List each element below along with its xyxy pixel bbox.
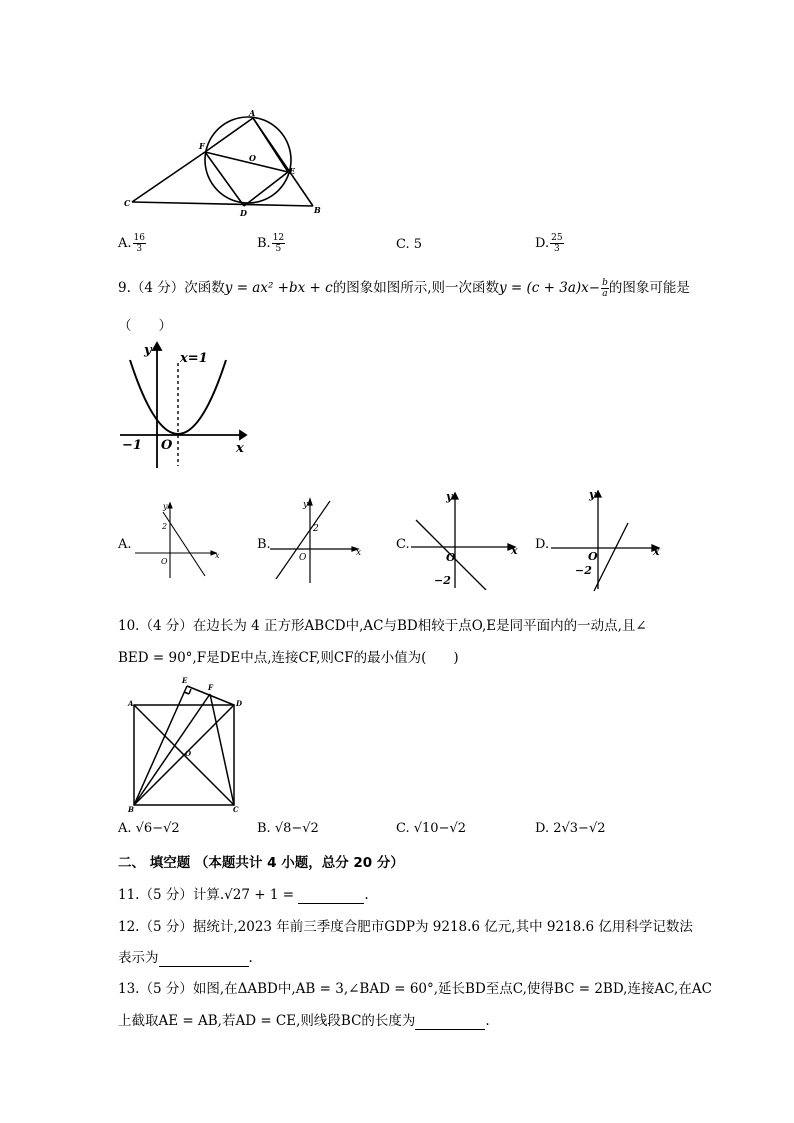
q10-option-a[interactable]: A. √6−√2 (118, 821, 180, 836)
svg-text:x: x (215, 551, 220, 560)
q8-option-c[interactable]: C. 5 (396, 237, 423, 252)
svg-text:x: x (511, 544, 518, 557)
q10-option-d[interactable]: D. 2√3−√2 (535, 821, 606, 836)
svg-text:y: y (589, 488, 596, 501)
q9-graph-x-label: x (236, 441, 244, 456)
q9-option-d-graph[interactable] (548, 487, 663, 592)
q8-option-b[interactable]: B. $\frac{12}{5}$ (257, 233, 285, 254)
q11-answer-blank[interactable] (298, 887, 364, 904)
q10-option-c[interactable]: C. √10−√2 (396, 821, 467, 836)
svg-text:x: x (653, 545, 660, 558)
q13-stem-line2: 上截取AE = AB,若AD = CE,则线段BC的长度为 . (118, 1013, 490, 1029)
svg-text:O: O (185, 749, 192, 758)
svg-text:A: A (128, 699, 134, 708)
q10-stem-line2: BED = 90°,F是DE中点,连接CF,则CF的最小值为( ) (118, 650, 459, 666)
q9-parabola-graph (118, 338, 253, 470)
q13-stem-line1: 13.（5 分）如图,在ΔABD中,AB = 3,∠BAD = 60°,延长BD至点C,使得BC = 2BD,连接AC,在AC (118, 981, 712, 997)
svg-text:O: O (588, 550, 598, 563)
q8-label-e: E (289, 166, 296, 176)
q12-answer-blank[interactable] (159, 950, 249, 967)
q9-graph-origin-label: O (161, 438, 173, 453)
svg-text:y: y (303, 500, 309, 510)
q8-option-d[interactable]: D. $\frac{25}{3}$ (535, 233, 563, 254)
svg-text:F: F (208, 683, 213, 692)
q8-label-a: A (249, 108, 256, 118)
q9-graph-neg1-label: −1 (122, 438, 142, 453)
q9-option-d-label[interactable]: D. (535, 537, 550, 552)
svg-text:O: O (299, 553, 307, 563)
q8-label-b: B (314, 205, 321, 215)
svg-text:D: D (236, 699, 243, 708)
svg-text:E: E (182, 676, 188, 685)
q9-graph-y-label: y (144, 343, 152, 358)
svg-text:−2: −2 (434, 574, 451, 587)
svg-text:x: x (356, 548, 362, 558)
q9-graph-x-eq-label: x=1 (180, 351, 208, 366)
q8-label-o: O (249, 153, 256, 163)
q12-stem-line1: 12.（5 分）据统计,2023 年前三季度合肥市GDP为 9218.6 亿元,其中 9218.6 亿用科学记数法 (118, 919, 693, 935)
svg-text:B: B (128, 805, 134, 812)
svg-text:O: O (161, 557, 168, 566)
q9-option-b-graph[interactable] (268, 497, 363, 587)
svg-text:y: y (446, 490, 453, 503)
q10-option-b[interactable]: B. √8−√2 (257, 821, 319, 836)
q9-option-c-label[interactable]: C. (396, 537, 410, 552)
q9-option-a-graph[interactable] (133, 500, 223, 580)
q12-stem-line2: 表示为 . (118, 950, 253, 966)
svg-text:C: C (233, 805, 239, 812)
q10-stem-line1: 10.（4 分）在边长为 4 正方形ABCD中,AC与BD相较于点O,E是同平面内的一动点,且∠ (118, 618, 647, 634)
q9-option-a-label[interactable]: A. (118, 537, 132, 552)
q9-option-b-label[interactable]: B. (257, 537, 271, 552)
q8-label-f: F (199, 141, 205, 151)
svg-text:2: 2 (162, 522, 168, 531)
q11-stem: 11.（5 分）计算.√27 + 1 = . (118, 887, 369, 903)
q9-stem: 9.（4 分）次函数y = ax² +bx + c的图象如图所示,则一次函数y = (c + 3a)x− $\frac{b}{a}$ 的图象可能是 (118, 278, 690, 299)
q13-answer-blank[interactable] (415, 1013, 485, 1030)
q9-answer-paren: （ ） (118, 318, 172, 334)
q8-label-d: D (240, 208, 247, 218)
svg-text:2: 2 (313, 524, 319, 534)
svg-text:O: O (446, 551, 456, 564)
svg-text:−2: −2 (575, 564, 592, 577)
svg-text:y: y (163, 502, 168, 511)
q8-option-a[interactable]: A. $\frac{16}{3}$ (118, 233, 145, 254)
q10-figure (120, 672, 250, 812)
section-title-fill-in: 二、 填空题 （本题共计 4 小题，总分 20 分） (118, 855, 404, 871)
q9-option-c-graph[interactable] (408, 490, 520, 590)
q8-figure (118, 105, 328, 220)
q8-label-c: C (124, 198, 131, 208)
